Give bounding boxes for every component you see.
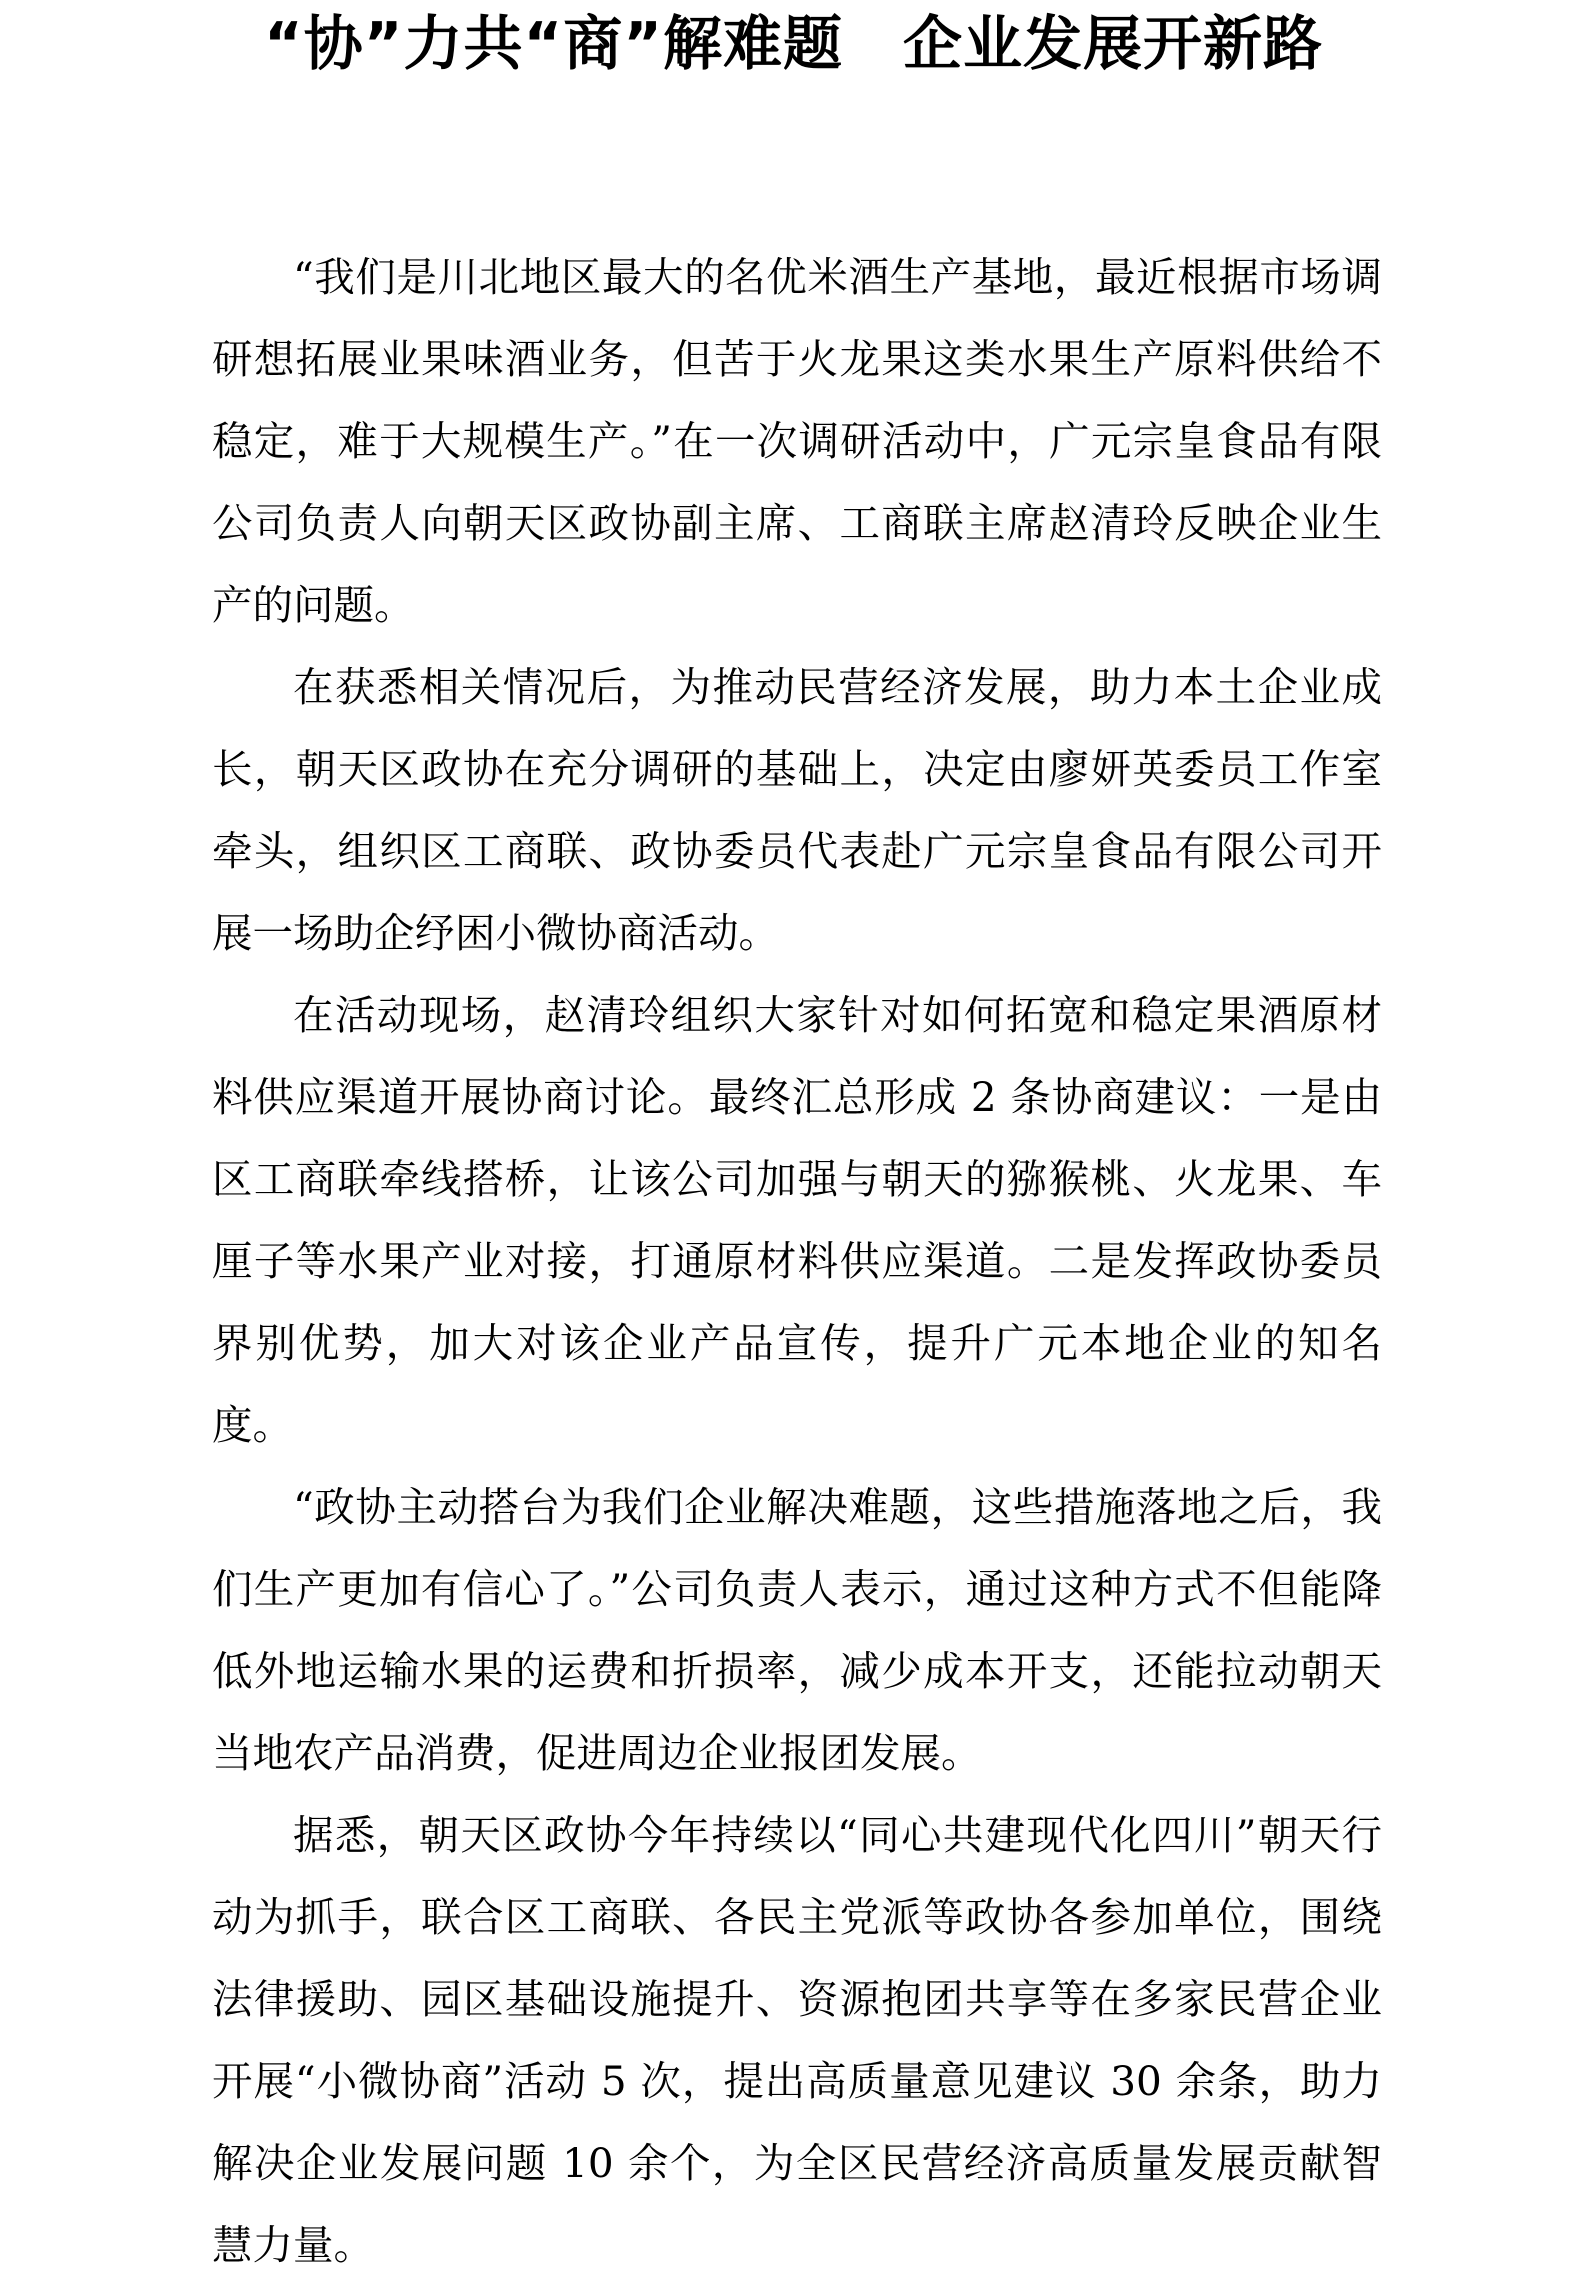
paragraph-5: 据悉，朝天区政协今年持续以“同心共建现代化四川”朝天行动为抓手，联合区工商联、各民主党派等政协各参加单位，围绕法律援助、园区基础设施提升、资源抱团共享等在多家民营企业开展“小微协商”活动 5 次，提出高质量意见建议 30 余条，助力解决企业发展问题 10 余个，为全区民营经济高质量发展贡献智慧力量。 <box>212 1811 1382 2269</box>
paragraph-3: 在活动现场，赵清玲组织大家针对如何拓宽和稳定果酒原材料供应渠道开展协商讨论。最终汇总形成 2 条协商建议：一是由区工商联牵线搭桥，让该公司加强与朝天的猕猴桃、火龙果、车厘子等水果产业对接，打通原材料供应渠道。二是发挥政协委员界别优势，加大对该企业产品宣传，提升广元本地企业的知名度。 <box>212 991 1382 1449</box>
article-title: “协”力共“商”解难题 企业发展开新路 <box>263 9 1324 78</box>
paragraph-1: “我们是川北地区最大的名优米酒生产基地，最近根据市场调研想拓展业果味酒业务，但苦于火龙果这类水果生产原料供给不稳定，难于大规模生产。”在一次调研活动中，广元宗皇食品有限公司负责人向朝天区政协副主席、工商联主席赵清玲反映企业生产的问题。 <box>212 253 1382 629</box>
paragraph-2: 在获悉相关情况后，为推动民营经济发展，助力本土企业成长，朝天区政协在充分调研的基础上，决定由廖妍英委员工作室牵头，组织区工商联、政协委员代表赴广元宗皇食品有限公司开展一场助企纾困小微协商活动。 <box>212 663 1382 957</box>
paragraph-4: “政协主动搭台为我们企业解决难题，这些措施落地之后，我们生产更加有信心了。”公司负责人表示，通过这种方式不但能降低外地运输水果的运费和折损率，减少成本开支，还能拉动朝天当地农产品消费，促进周边企业报团发展。 <box>212 1483 1382 1777</box>
article-body <box>212 236 1382 2286</box>
